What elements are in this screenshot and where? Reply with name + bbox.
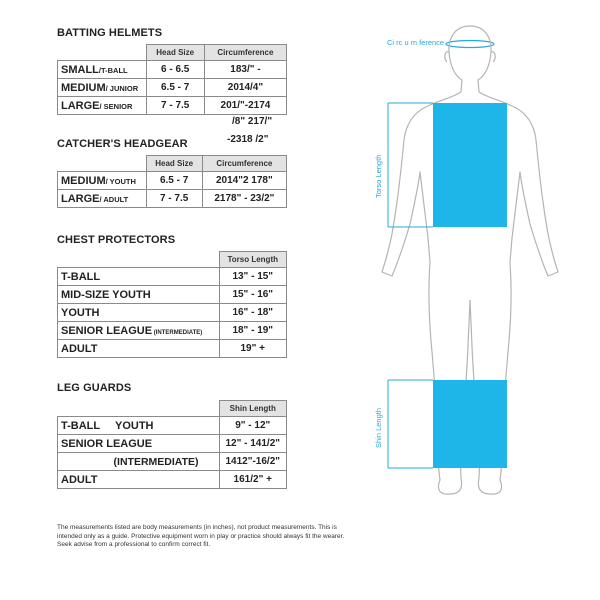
torso-length-value: 19" + [219,340,287,358]
circumference-value: 2014/4" [204,79,286,97]
table-row [58,340,287,358]
size-label: LARGE [61,99,100,112]
section-title-leg-guards: LEG GUARDS [57,382,132,394]
size-label: T-BALL YOUTH [58,417,220,435]
col-head-size: Head Size [146,156,202,172]
size-sublabel: /T-BALL [98,65,128,75]
table-row [58,190,287,208]
table-row [58,97,287,115]
circumference-overflow-2: -2318 /2" [227,134,269,145]
size-label: MEDIUM [61,81,106,94]
size-label: YOUTH [61,306,100,319]
table-row [58,435,287,453]
size-label: ADULT [61,342,98,355]
table-row [58,286,287,304]
col-head-size: Head Size [146,45,204,61]
table-row [58,172,287,190]
size-sublabel: / YOUTH [105,176,136,186]
col-circumference: Circumference [204,45,286,61]
leg-guards-table [57,400,287,489]
shin-length-label: Shin Length [374,407,383,448]
torso-length-value: 13" - 15" [219,268,287,286]
table-row [58,79,287,97]
torso-length-value: 15" - 16" [219,286,287,304]
circumference-value: 2178" - 23/2" [202,190,286,208]
head-size-value: 7 - 7.5 [146,97,204,115]
circumference-overflow-1: /8" 217/" [232,116,273,127]
size-label: T-BALL [61,270,101,283]
table-row [58,471,287,489]
torso-length-value: 16" - 18" [219,304,287,322]
size-label: MID-SIZE YOUTH [61,288,151,301]
torso-length-value: 18" - 19" [219,322,287,340]
head-circumference-band [446,41,494,48]
batting-helmets-table [57,44,287,115]
disclaimer-footnote: The measurements listed are body measurements (in inches), not product measurements. This is intended only as a guide. Protective equipment worn in play or practice should always fit the wearer. Seek advise from a professional to confirm correct fit. [57,524,345,548]
shin-length-value: 1412"-16/2" [219,453,287,471]
table-row [58,61,287,79]
table-row [58,453,287,471]
chest-protectors-table [57,251,287,358]
size-sublabel: / SENIOR [99,101,133,111]
section-title-chest-protectors: CHEST PROTECTORS [57,234,176,246]
shin-highlight [433,380,507,468]
circumference-value: 183/" - [204,61,286,79]
body-measurement-figure [360,20,580,510]
section-title-catchers-headgear: CATCHER'S HEADGEAR [57,138,188,150]
circumference-value: 2014"2 178" [202,172,286,190]
size-sublabel: / JUNIOR [105,83,139,93]
size-label: ADULT [58,471,220,489]
table-row: SENIOR LEAGUE (INTERMEDIATE) 18" - 19" [58,322,287,340]
head-size-value: 7 - 7.5 [146,190,202,208]
size-label: SENIOR LEAGUE [58,435,220,453]
head-size-value: 6.5 - 7 [146,79,204,97]
table-row [58,304,287,322]
circumference-label: Ci rc u m ference [387,38,445,47]
section-title-batting-helmets: BATTING HELMETS [57,27,163,39]
torso-length-label: Torso Length [374,154,383,198]
shin-length-value: 12" - 141/2" [219,435,287,453]
head-size-value: 6 - 6.5 [146,61,204,79]
col-torso-length: Torso Length [219,252,287,268]
col-circumference: Circumference [202,156,286,172]
size-label: LARGE [61,192,100,205]
size-sublabel: (INTERMEDIATE) [58,453,220,471]
col-shin-length: Shin Length [219,401,287,417]
size-sublabel: / ADULT [99,194,129,204]
shin-length-value: 9" - 12" [219,417,287,435]
circumference-value: 201/"-2174 [204,97,286,115]
size-label: SMALL [61,63,99,76]
size-label: SENIOR LEAGUE [61,324,153,337]
shin-length-value: 161/2" + [219,471,287,489]
catchers-headgear-table [57,155,287,208]
table-row [58,268,287,286]
table-row [58,417,287,435]
torso-highlight [433,103,507,227]
size-label: MEDIUM [61,174,106,187]
head-size-value: 6.5 - 7 [146,172,202,190]
